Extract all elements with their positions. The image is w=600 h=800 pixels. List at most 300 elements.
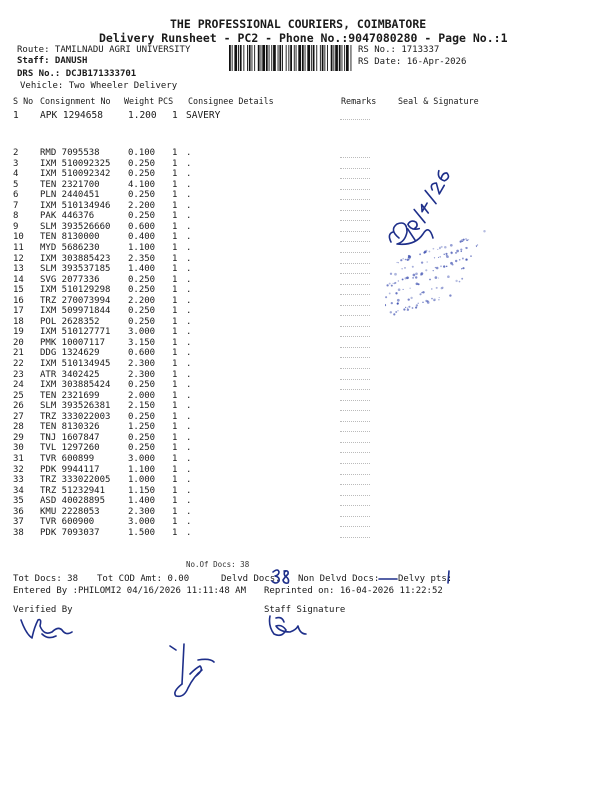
stamp-ink-dot: [433, 248, 435, 250]
row-consignment-no: PMK 10007117: [40, 337, 106, 348]
remarks-line: [340, 452, 370, 453]
stamp-ink-dot: [391, 285, 393, 287]
row-pcs: 1: [172, 453, 178, 464]
reprinted-on: Reprinted on: 16-04-2026 11:22:52: [264, 586, 443, 596]
row-consignment-no: IXM 510129298: [40, 285, 111, 296]
stamp-ink-dot: [436, 267, 439, 270]
row-sno: 7: [13, 200, 19, 211]
handwritten-stroke: [445, 570, 453, 584]
row-pcs: 1: [172, 190, 178, 201]
row-consignee: .: [186, 443, 192, 454]
row-weight: 0.600: [128, 221, 156, 232]
row-consignment-no: PLN 2440451: [40, 190, 100, 201]
barcode-bar: [249, 45, 251, 71]
row-sno: 15: [13, 285, 24, 296]
remarks-line: [340, 463, 370, 464]
table-row: [0, 306, 600, 317]
row-weight: 2.200: [128, 200, 156, 211]
delvy-pts: Delvy pts:: [398, 574, 453, 584]
row-pcs: 1: [172, 148, 178, 158]
row-consignee: .: [186, 232, 192, 243]
stamp-ink-dot: [444, 254, 445, 255]
table-row: [0, 412, 600, 423]
barcode-bar: [238, 45, 239, 71]
row-weight: 4.100: [128, 179, 156, 190]
tot-cod-amt: Tot COD Amt: 0.00: [97, 574, 190, 584]
barcode-bar: [313, 45, 315, 71]
row-weight: 0.100: [128, 148, 156, 158]
row-consignment-no: TRZ 270073994: [40, 295, 111, 306]
row-pcs: 1: [172, 110, 178, 121]
row-consignment-no: POL 2628352: [40, 316, 100, 327]
row-consignee: .: [186, 496, 192, 507]
row-weight: 3.000: [128, 453, 156, 464]
barcode-bar: [271, 45, 272, 71]
row-pcs: 1: [172, 401, 178, 412]
barcode-bar: [294, 45, 295, 71]
barcode-bar: [261, 45, 262, 71]
stamp-ink-dot: [449, 294, 451, 296]
table-row: [0, 243, 600, 254]
row-consignment-no: TRZ 333022003: [40, 411, 111, 422]
row-sno: 20: [13, 337, 24, 348]
row-pcs: 1: [172, 179, 178, 190]
row-weight: 2.300: [128, 369, 156, 380]
row-pcs: 1: [172, 327, 178, 338]
remarks-line: [340, 516, 370, 517]
stamp-ink-dot: [410, 297, 412, 299]
entered-by: Entered By :PHILOMI2 04/16/2026 11:11:48 AM: [13, 586, 246, 596]
row-weight: 0.250: [128, 443, 156, 454]
row-pcs: 1: [172, 306, 178, 317]
table-row: [0, 254, 600, 265]
row-consignment-no: IXM 510134945: [40, 359, 111, 369]
row-sno: 31: [13, 453, 24, 464]
row-consignee: .: [186, 179, 192, 190]
remarks-line: [340, 379, 370, 380]
stamp-ink-dot: [433, 299, 435, 301]
barcode-bar: [346, 45, 349, 71]
row-weight: 2.350: [128, 253, 156, 264]
barcode-bar: [302, 45, 304, 71]
runsheet-subtitle: Delivery Runsheet - PC2 - Phone No.:9047080280 - Page No.:1: [99, 31, 508, 45]
row-consignment-no: TVL 1297260: [40, 443, 100, 454]
row-weight: 1.100: [128, 242, 156, 253]
stamp-ink-dot: [397, 303, 399, 305]
row-consignee: .: [186, 295, 192, 306]
row-consignee: .: [186, 432, 192, 443]
row-consignment-no: IXM 509971844: [40, 306, 111, 317]
table-row: [0, 454, 600, 465]
remarks-line: [340, 199, 370, 200]
stamp-ink-dot: [461, 278, 463, 280]
stamp-ink-dot: [394, 273, 397, 276]
stamp-ink-dot: [438, 257, 439, 258]
barcode-bar: [252, 45, 253, 71]
stamp-ink-dot: [470, 255, 472, 257]
row-consignee: .: [186, 306, 192, 317]
stamp-ink-dot: [401, 268, 402, 269]
table-row: [0, 190, 600, 201]
row-consignee: .: [186, 506, 192, 517]
row-sno: 36: [13, 506, 24, 517]
row-consignment-no: SLM 393526381: [40, 401, 111, 412]
row-sno: 13: [13, 264, 24, 275]
row-weight: 2.300: [128, 506, 156, 517]
row-sno: 30: [13, 443, 24, 454]
stamp-ink-dot: [418, 303, 419, 304]
row-weight: 2.150: [128, 401, 156, 412]
stamp-ink-dot: [462, 258, 464, 260]
stamp-ink-dot: [431, 298, 433, 300]
row-consignment-no: TEN 8130000: [40, 232, 100, 243]
row-sno: 33: [13, 475, 24, 486]
row-consignment-no: SLM 393526660: [40, 221, 111, 232]
table-row: [0, 443, 600, 454]
row-consignee: .: [186, 285, 192, 296]
barcode-bar: [311, 45, 312, 71]
barcode-bar: [327, 45, 328, 71]
row-sno: 1: [13, 110, 19, 121]
stamp-ink-dot: [398, 280, 399, 281]
stamp-ink-dot: [446, 255, 448, 257]
row-pcs: 1: [172, 200, 178, 211]
row-consignee: .: [186, 242, 192, 253]
row-sno: 26: [13, 401, 24, 412]
vehicle-label: Vehicle: Two Wheeler Delivery: [20, 81, 178, 91]
barcode-bar: [305, 45, 306, 71]
barcode-bar: [320, 45, 321, 71]
row-consignment-no: IXM 510092342: [40, 169, 111, 180]
row-weight: 0.250: [128, 190, 156, 201]
row-weight: 1.200: [128, 110, 157, 121]
row-pcs: 1: [172, 295, 178, 306]
row-weight: 0.250: [128, 306, 156, 317]
barcode-bar: [273, 45, 276, 71]
stamp-ink-dot: [461, 268, 462, 269]
row-sno: 8: [13, 211, 19, 222]
row-consignment-no: TVR 600900: [40, 517, 95, 528]
row-consignee: .: [186, 453, 192, 464]
rs-date: RS Date: 16-Apr-2026: [358, 57, 467, 67]
row-consignment-no: RMD 7095538: [40, 148, 100, 158]
row-consignment-no: DDG 1324629: [40, 348, 100, 359]
remarks-line: [340, 178, 370, 179]
table-row: [0, 465, 600, 476]
remarks-line: [340, 119, 370, 120]
row-pcs: 1: [172, 432, 178, 443]
barcode-bar: [258, 45, 260, 71]
staff-label: Staff: DANUSH: [17, 56, 88, 66]
row-pcs: 1: [172, 316, 178, 327]
handwritten-delvd-count: [270, 568, 292, 586]
row-pcs: 1: [172, 253, 178, 264]
row-pcs: 1: [172, 422, 178, 433]
barcode-bar: [282, 45, 283, 71]
table-row: [0, 264, 600, 275]
table-row: [0, 391, 600, 402]
row-pcs: 1: [172, 158, 178, 169]
remarks-line: [340, 495, 370, 496]
large-signature: [162, 640, 232, 700]
row-sno: 24: [13, 380, 24, 391]
row-weight: 0.250: [128, 169, 156, 180]
stamp-ink-dot: [450, 244, 453, 247]
stamp-ink-dot: [483, 230, 485, 232]
row-consignee: .: [186, 422, 192, 433]
verified-by-label: Verified By: [13, 605, 73, 615]
stamp-ink-dot: [390, 273, 392, 275]
barcode-bar: [232, 45, 233, 71]
remarks-line: [340, 157, 370, 158]
stamp-ink-dot: [422, 291, 424, 293]
row-consignee: .: [186, 359, 192, 369]
stamp-ink-dot: [412, 277, 414, 279]
drs-number: DRS No.: DCJB171333701: [17, 69, 137, 79]
row-consignee: .: [186, 158, 192, 169]
barcode-bar: [254, 45, 255, 71]
stamp-ink-dot: [455, 280, 457, 282]
barcode-bar: [298, 45, 301, 71]
handwritten-dash: [378, 575, 398, 583]
row-pcs: 1: [172, 232, 178, 243]
row-pcs: 1: [172, 443, 178, 454]
barcode-bar: [333, 45, 334, 71]
stamp-ink-dot: [447, 275, 450, 278]
stamp-ink-dot: [437, 249, 438, 250]
row-consignee: .: [186, 211, 192, 222]
stamp-ink-dot: [403, 289, 404, 290]
row-sno: 10: [13, 232, 24, 243]
row-pcs: 1: [172, 348, 178, 359]
row-weight: 1.100: [128, 464, 156, 475]
row-pcs: 1: [172, 369, 178, 380]
row-sno: 9: [13, 221, 19, 232]
stamp-ink-dot: [424, 251, 427, 254]
row-weight: 3.000: [128, 517, 156, 528]
remarks-line: [340, 220, 370, 221]
remarks-line: [340, 168, 370, 169]
row-consignee: SAVERY: [186, 110, 221, 121]
row-weight: 0.600: [128, 348, 156, 359]
stamp-ink-dot: [421, 292, 422, 293]
stamp-ink-dot: [413, 274, 416, 277]
stamp-ink-dot: [390, 311, 392, 313]
row-weight: 0.250: [128, 285, 156, 296]
barcode-bar: [288, 45, 289, 71]
barcode-bar: [307, 45, 310, 71]
remarks-line: [340, 537, 370, 538]
row-sno: 32: [13, 464, 24, 475]
stamp-ink-dot: [455, 252, 457, 254]
stamp-ink-dot: [393, 313, 395, 315]
row-sno: 4: [13, 169, 19, 180]
remarks-line: [340, 442, 370, 443]
row-pcs: 1: [172, 242, 178, 253]
barcode-bar: [234, 45, 237, 71]
stamp-ink-dot: [422, 302, 423, 303]
row-pcs: 1: [172, 285, 178, 296]
stamp-ink-dot: [412, 266, 414, 268]
row-pcs: 1: [172, 485, 178, 496]
row-pcs: 1: [172, 496, 178, 507]
row-consignment-no: ATR 3402425: [40, 369, 100, 380]
stamp-ink-dot: [433, 270, 434, 271]
table-row: [0, 159, 600, 170]
remarks-line: [340, 526, 370, 527]
row-sno: 21: [13, 348, 24, 359]
row-pcs: 1: [172, 337, 178, 348]
stamp-ink-dot: [408, 258, 410, 260]
stamp-ink-dot: [477, 244, 478, 245]
row-pcs: 1: [172, 359, 178, 369]
remarks-line: [340, 357, 370, 358]
remarks-line: [340, 474, 370, 475]
row-sno: 34: [13, 485, 24, 496]
stamp-ink-dot: [435, 276, 438, 279]
stamp-ink-dot: [408, 298, 410, 300]
row-weight: 2.200: [128, 295, 156, 306]
row-sno: 29: [13, 432, 24, 443]
row-pcs: 1: [172, 506, 178, 517]
stamp-ink-dot: [416, 282, 419, 285]
stamp-ink-dot: [407, 307, 408, 308]
row-sno: 11: [13, 242, 24, 253]
row-sno: 25: [13, 390, 24, 401]
row-consignment-no: SVG 2077336: [40, 274, 100, 285]
stamp-ink-dot: [465, 258, 468, 261]
verified-by-signature: [18, 614, 78, 644]
row-pcs: 1: [172, 517, 178, 528]
row-consignee: .: [186, 327, 192, 338]
table-row: [0, 380, 600, 391]
table-row: [0, 285, 600, 296]
row-weight: 2.000: [128, 390, 156, 401]
stamp-ink-dot: [415, 307, 417, 309]
stamp-ink-dot: [405, 259, 407, 261]
table-row: [0, 370, 600, 381]
stamp-ink-dot: [419, 253, 421, 255]
row-consignment-no: ASD 40028895: [40, 496, 106, 507]
stamp-ink-dot: [443, 265, 445, 267]
barcode-bar: [286, 45, 287, 71]
row-consignee: .: [186, 348, 192, 359]
row-pcs: 1: [172, 274, 178, 285]
stamp-ink-dot: [385, 304, 386, 306]
row-sno: 22: [13, 359, 24, 369]
row-sno: 16: [13, 295, 24, 306]
row-weight: 0.250: [128, 211, 156, 222]
remarks-line: [340, 189, 370, 190]
stamp-ink-dot: [410, 255, 412, 257]
row-consignee: .: [186, 485, 192, 496]
row-consignee: .: [186, 380, 192, 391]
table-row: [0, 327, 600, 338]
remarks-line: [340, 231, 370, 232]
row-consignment-no: SLM 393537185: [40, 264, 111, 275]
row-weight: 0.250: [128, 411, 156, 422]
stamp-ink-dot: [397, 262, 398, 263]
row-sno: 27: [13, 411, 24, 422]
stamp-ink-dot: [408, 306, 410, 308]
stamp-ink-dot: [421, 272, 424, 275]
col-consignee: Consignee Details: [188, 96, 274, 106]
row-consignment-no: PDK 7093037: [40, 527, 100, 538]
row-consignment-no: IXM 303885424: [40, 380, 111, 391]
row-pcs: 1: [172, 390, 178, 401]
barcode-bar: [351, 45, 352, 71]
remarks-line: [340, 294, 370, 295]
barcode-bar: [344, 45, 345, 71]
barcode-bar: [240, 45, 242, 71]
row-pcs: 1: [172, 380, 178, 391]
stamp-ink-dot: [461, 239, 464, 242]
row-consignment-no: PDK 9944117: [40, 464, 100, 475]
row-weight: 1.150: [128, 485, 156, 496]
row-consignee: .: [186, 369, 192, 380]
row-consignment-no: TRZ 51232941: [40, 485, 106, 496]
row-sno: 18: [13, 316, 24, 327]
row-pcs: 1: [172, 169, 178, 180]
row-weight: 3.000: [128, 327, 156, 338]
barcode-bar: [316, 45, 317, 71]
non-delvd-docs: Non Delvd Docs:: [298, 574, 380, 584]
row-weight: 0.250: [128, 158, 156, 169]
remarks-line: [340, 263, 370, 264]
row-weight: 0.250: [128, 316, 156, 327]
stamp-ink-dot: [459, 259, 461, 261]
stamp-ink-dot: [439, 297, 440, 298]
stamp-ink-dot: [398, 288, 401, 291]
row-pcs: 1: [172, 464, 178, 475]
remarks-line: [340, 431, 370, 432]
stamp-ink-dot: [386, 284, 388, 286]
row-sno: 38: [13, 527, 24, 538]
table-row: [0, 317, 600, 328]
row-sno: 19: [13, 327, 24, 338]
table-row: [0, 401, 600, 412]
table-row: [0, 338, 600, 349]
stamp-ink-dot: [403, 308, 405, 310]
col-seal: Seal & Signature: [398, 96, 479, 106]
table-row: [0, 486, 600, 497]
row-weight: 0.250: [128, 432, 156, 443]
barcode-bar: [247, 45, 248, 71]
stamp-ink-dot: [410, 288, 411, 289]
delvd-docs: Delvd Docs:: [221, 574, 281, 584]
row-consignment-no: APK 1294658: [40, 110, 103, 121]
row-consignment-no: TEN 8130326: [40, 422, 100, 433]
stamp-ink-dot: [429, 279, 431, 281]
table-row: [0, 496, 600, 507]
row-sno: 2: [13, 148, 19, 158]
row-weight: 0.400: [128, 232, 156, 243]
stamp-ink-dot: [391, 302, 393, 304]
barcode-bar: [269, 45, 270, 71]
row-sno: 12: [13, 253, 24, 264]
row-sno: 5: [13, 179, 19, 190]
row-consignment-no: KMU 2228053: [40, 506, 100, 517]
table-row: [0, 211, 600, 222]
row-weight: 0.250: [128, 274, 156, 285]
row-sno: 23: [13, 369, 24, 380]
stamp-ink-dot: [392, 283, 393, 284]
row-pcs: 1: [172, 221, 178, 232]
row-consignment-no: IXM 510127771: [40, 327, 111, 338]
remarks-line: [340, 241, 370, 242]
stamp-ink-dot: [427, 301, 430, 304]
row-sno: 14: [13, 274, 24, 285]
